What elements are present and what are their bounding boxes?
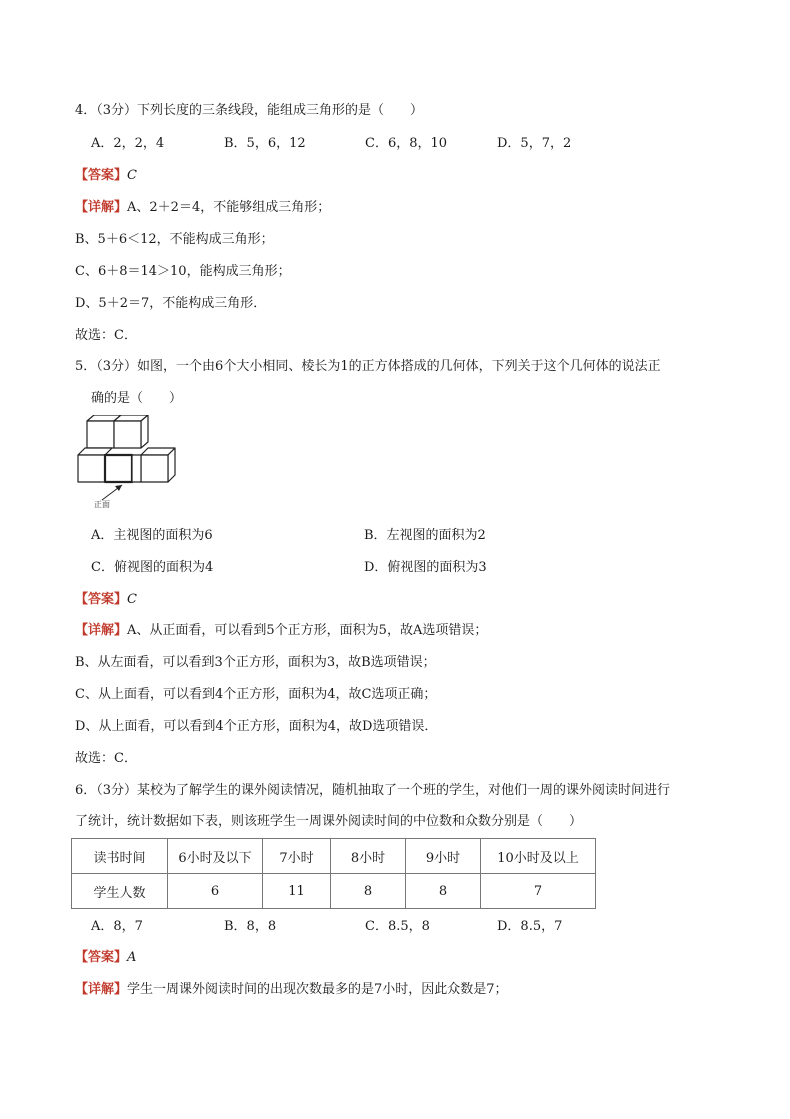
q6-option-b: B．8，8 bbox=[224, 919, 277, 934]
q4-stem: 4．（3分）下列长度的三条线段，能组成三角形的是（ ） bbox=[75, 103, 424, 118]
q4-detail-4: D、5＋2＝7，不能构成三角形． bbox=[75, 296, 267, 311]
q4-detail-text-1: A、2＋2＝4，不能够组成三角形； bbox=[127, 200, 331, 215]
q4-answer-value: C bbox=[127, 168, 137, 183]
q6-stem-line1: 6．（3分）某校为了解学生的课外阅读情况，随机抽取了一个班的学生，对他们一周的课外阅读时间进行 bbox=[75, 783, 671, 798]
cube-bottom-mid-front bbox=[105, 455, 132, 482]
q4-detail-2: B、5＋6＜12，不能构成三角形； bbox=[75, 232, 274, 247]
q4-option-b: B．5，6，12 bbox=[224, 136, 306, 151]
q5-detail-4: D、从上面看，可以看到4个正方形，面积为4，故D选项错误． bbox=[75, 719, 438, 734]
q5-option-c: C．俯视图的面积为4 bbox=[91, 560, 214, 575]
front-label: 正面 bbox=[94, 500, 110, 509]
q6-answer-tag: 【答案】 bbox=[75, 950, 128, 965]
cube-top-mid-front bbox=[114, 421, 141, 448]
cube-bottom-right-front bbox=[141, 455, 168, 482]
table-header-row bbox=[72, 839, 596, 874]
cube-bottom-left-front bbox=[78, 455, 105, 482]
table-cell: 8 bbox=[331, 874, 406, 909]
cube-bottom-gap bbox=[132, 455, 141, 482]
q6-detail-text: 学生一周课外阅读时间的出现次数最多的是7小时，因此众数是7； bbox=[127, 982, 508, 997]
table-header-cell: 7小时 bbox=[263, 839, 331, 874]
q5-stem-line2: 确的是（ ） bbox=[91, 391, 183, 406]
q5-option-b: B．左视图的面积为2 bbox=[364, 528, 486, 543]
q4-option-c: C．6，8，10 bbox=[365, 136, 448, 151]
cube-top-left-front bbox=[87, 421, 114, 448]
q5-detail-3: C、从上面看，可以看到4个正方形，面积为4，故C选项正确； bbox=[75, 687, 437, 702]
reading-time-table bbox=[71, 838, 596, 909]
table-cell: 6 bbox=[168, 874, 263, 909]
q4-answer-tag: 【答案】 bbox=[75, 168, 128, 183]
table-header-cell: 6小时及以下 bbox=[168, 839, 263, 874]
table-header-cell: 8小时 bbox=[331, 839, 406, 874]
q4-detail-3: C、6＋8＝14＞10，能构成三角形； bbox=[75, 264, 291, 279]
table-cell: 7 bbox=[481, 874, 596, 909]
q6-answer bbox=[75, 948, 136, 968]
q6-stem-line2: 了统计，统计数据如下表，则该班学生一周课外阅读时间的中位数和众数分别是（ ） bbox=[75, 814, 583, 829]
q4-option-a: A．2，2，4 bbox=[91, 136, 165, 151]
q5-option-a: A．主视图的面积为6 bbox=[91, 528, 213, 543]
cube-top-mid-side bbox=[141, 415, 148, 448]
q4-answer bbox=[75, 166, 137, 186]
q5-answer bbox=[75, 590, 137, 610]
q5-answer-tag: 【答案】 bbox=[75, 592, 128, 607]
table-cell: 11 bbox=[263, 874, 331, 909]
table-header-cell: 9小时 bbox=[406, 839, 481, 874]
cube-figure-svg bbox=[72, 415, 182, 515]
cube-figure bbox=[72, 415, 182, 519]
q5-answer-value: C bbox=[127, 592, 137, 607]
q5-stem-line1: 5．（3分）如图，一个由6个大小相同、棱长为1的正方体搭成的几何体，下列关于这个几何体的说法正 bbox=[75, 359, 661, 374]
table-cell: 学生人数 bbox=[72, 874, 168, 909]
front-arrow-head bbox=[115, 485, 122, 491]
q6-detail bbox=[75, 980, 508, 1000]
table-header-cell: 读书时间 bbox=[72, 839, 168, 874]
q4-detail-1 bbox=[75, 198, 330, 218]
q6-option-a: A．8，7 bbox=[91, 919, 143, 934]
q5-detail-tag: 【详解】 bbox=[75, 623, 128, 638]
q5-detail-2: B、从左面看，可以看到3个正方形，面积为3，故B选项错误； bbox=[75, 655, 436, 670]
q4-detail-tag: 【详解】 bbox=[75, 200, 128, 215]
table-header-cell: 10小时及以上 bbox=[481, 839, 596, 874]
q4-conclusion: 故选：C． bbox=[75, 328, 137, 343]
table-cell: 8 bbox=[406, 874, 481, 909]
q6-answer-value: A bbox=[127, 950, 137, 965]
q6-detail-tag: 【详解】 bbox=[75, 982, 128, 997]
q6-option-d: D．8.5，7 bbox=[497, 919, 563, 934]
q5-detail-1 bbox=[75, 621, 487, 641]
table-row bbox=[72, 874, 596, 909]
q5-conclusion: 故选：C． bbox=[75, 751, 137, 766]
q5-detail-text-1: A、从正面看，可以看到5个正方形，面积为5，故A选项错误； bbox=[127, 623, 488, 638]
q6-option-c: C．8.5，8 bbox=[365, 919, 430, 934]
q5-option-d: D．俯视图的面积为3 bbox=[364, 560, 487, 575]
q4-option-d: D．5，7，2 bbox=[497, 136, 572, 151]
